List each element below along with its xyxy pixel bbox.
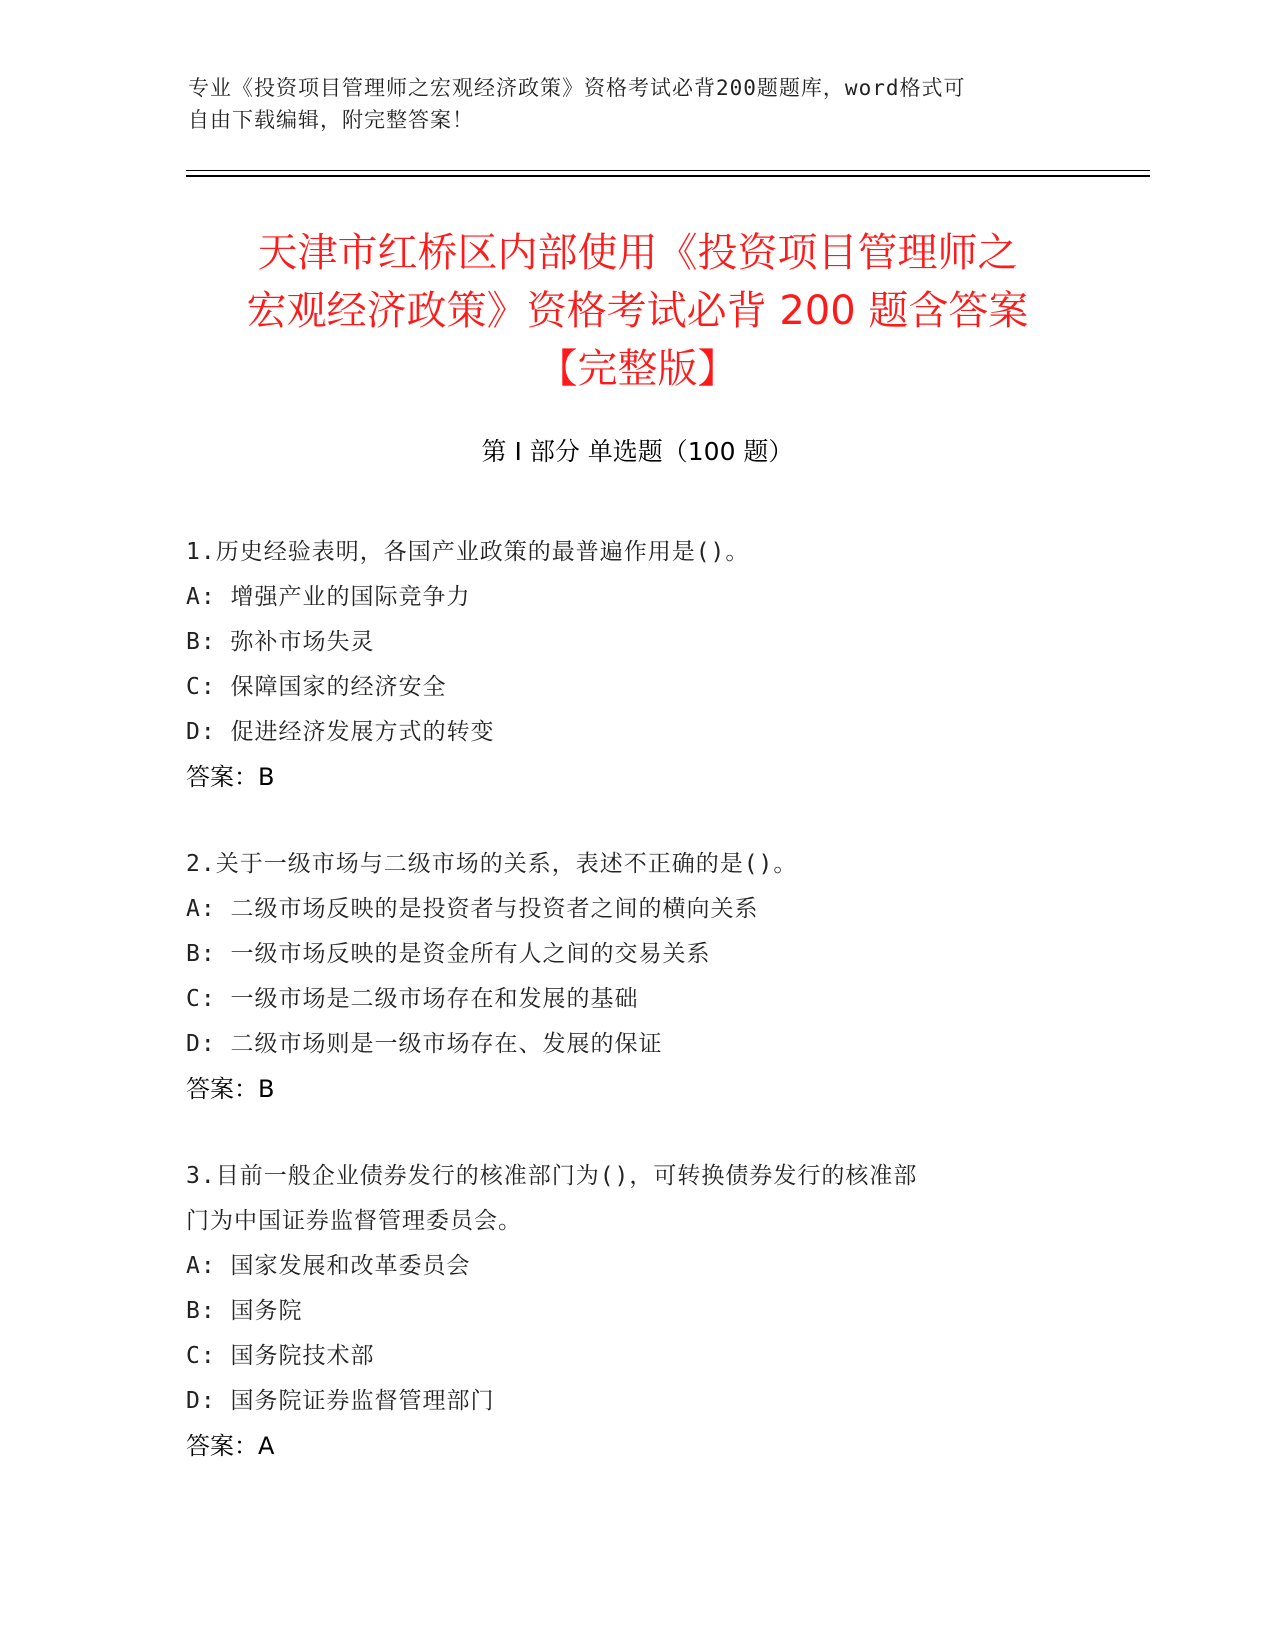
option-d: D: 二级市场则是一级市场存在、发展的保证: [186, 1031, 663, 1057]
title-line-2: 宏观经济政策》资格考试必背 200 题含答案: [246, 288, 1029, 334]
document-title: [170, 224, 1105, 398]
answer: 答案：B: [186, 763, 275, 791]
title-line-3: 【完整版】: [537, 346, 738, 392]
answer: 答案：B: [186, 1075, 275, 1103]
question-stem-continued: 门为中国证券监督管理委员会。: [186, 1208, 522, 1234]
option-b: B: 国务院: [186, 1298, 303, 1324]
question-stem: 2.关于一级市场与二级市场的关系，表述不正确的是()。: [186, 851, 798, 877]
option-b: B: 一级市场反映的是资金所有人之间的交易关系: [186, 941, 711, 967]
title-line-1: 天津市红桥区内部使用《投资项目管理师之: [257, 230, 1018, 276]
option-d: D: 促进经济发展方式的转变: [186, 719, 495, 745]
header-rule-thin: [186, 170, 1150, 171]
question-1: [186, 530, 1086, 800]
option-a: A: 国家发展和改革委员会: [186, 1253, 471, 1279]
option-c: C: 保障国家的经济安全: [186, 674, 447, 700]
question-stem: 1.历史经验表明，各国产业政策的最普遍作用是()。: [186, 539, 750, 565]
section-title: 第 I 部分 单选题（100 题）: [481, 437, 794, 466]
question-3: [186, 1154, 1086, 1469]
option-b: B: 弥补市场失灵: [186, 629, 375, 655]
answer: 答案：A: [186, 1432, 275, 1460]
option-d: D: 国务院证券监督管理部门: [186, 1388, 495, 1414]
option-c: C: 国务院技术部: [186, 1343, 375, 1369]
header-note-line-2: 自由下载编辑，附完整答案！: [188, 108, 474, 132]
option-a: A: 二级市场反映的是投资者与投资者之间的横向关系: [186, 896, 759, 922]
option-c: C: 一级市场是二级市场存在和发展的基础: [186, 986, 639, 1012]
header-note-line-1: 专业《投资项目管理师之宏观经济政策》资格考试必背200题题库，word格式可: [188, 76, 966, 100]
question-list: [186, 530, 1086, 1511]
question-2: [186, 842, 1086, 1112]
option-a: A: 增强产业的国际竞争力: [186, 584, 471, 610]
header-note: [188, 72, 1068, 136]
question-stem: 3.目前一般企业债券发行的核准部门为()，可转换债券发行的核准部: [186, 1163, 918, 1189]
header-rule-thick: [186, 175, 1150, 177]
